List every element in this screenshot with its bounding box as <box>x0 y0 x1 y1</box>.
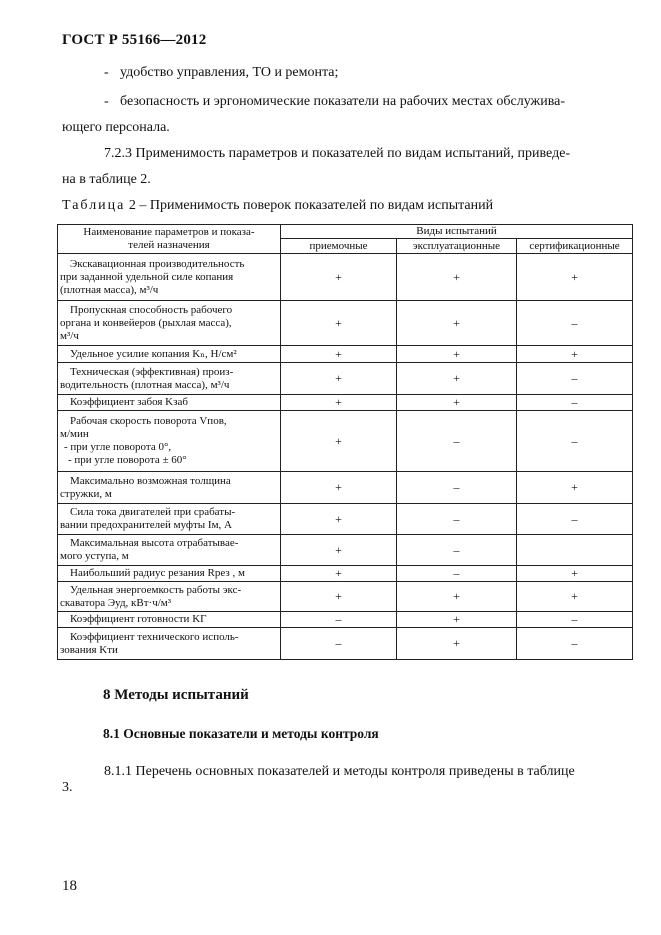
table-row <box>58 612 633 628</box>
table-row <box>58 411 633 472</box>
test-types-header: Виды испытаний <box>281 225 633 239</box>
mark-acceptance: + <box>281 363 397 395</box>
bullet-item-1 <box>104 64 338 82</box>
param-name: Коэффициент технического исполь- зования Kти <box>58 628 281 660</box>
mark-operational: + <box>397 254 517 301</box>
section-8-heading: 8 Методы испытаний <box>103 687 249 703</box>
table-row <box>58 472 633 504</box>
mark-certification: – <box>517 612 633 628</box>
mark-certification: + <box>517 582 633 612</box>
mark-acceptance: + <box>281 582 397 612</box>
bullet-dash: - <box>104 94 109 109</box>
table-caption-text: 2 – Применимость поверок показателей по видам испытаний <box>128 198 494 213</box>
page-number: 18 <box>62 878 77 894</box>
param-name: Максимальная высота отрабатывае- мого уступа, м <box>58 535 281 566</box>
mark-acceptance: + <box>281 301 397 346</box>
param-name: Удельная энергоемкость работы экс- скаватора Эуд, кВт·ч/м³ <box>58 582 281 612</box>
mark-operational: + <box>397 363 517 395</box>
mark-certification: + <box>517 566 633 582</box>
mark-operational: – <box>397 472 517 504</box>
mark-acceptance: + <box>281 254 397 301</box>
table-row <box>58 535 633 566</box>
bullet-text: удобство управления, ТО и ремонта; <box>120 65 339 80</box>
mark-certification: – <box>517 628 633 660</box>
col-header-acceptance: приемочные <box>281 239 397 254</box>
paragraph-line: на в таблице 2. <box>62 172 151 187</box>
param-name-header: Наименование параметров и показа- телей назначения <box>58 225 281 254</box>
paragraph-line: 3. <box>62 780 73 795</box>
table-row <box>58 504 633 535</box>
param-name: Коэффициент забоя Kзаб <box>58 395 281 411</box>
table-row <box>58 301 633 346</box>
param-name: Максимально возможная толщина стружки, м <box>58 472 281 504</box>
col-header-certification: сертификационные <box>517 239 633 254</box>
param-name: Техническая (эффективная) произ- водительность (плотная масса), м³/ч <box>58 363 281 395</box>
table-row <box>58 346 633 363</box>
mark-operational: + <box>397 612 517 628</box>
param-name: Наибольший радиус резания Rрез , м <box>58 566 281 582</box>
mark-certification <box>517 535 633 566</box>
param-name: Экскавационная производительность при заданной удельной силе копания (плотная масса), м³/ч <box>58 254 281 301</box>
mark-certification: – <box>517 301 633 346</box>
mark-operational: – <box>397 566 517 582</box>
mark-operational: – <box>397 411 517 472</box>
paragraph-line: 8.1.1 Перечень основных показателей и методы контроля приведены в таблице <box>104 764 575 779</box>
mark-certification: – <box>517 411 633 472</box>
table-row <box>58 582 633 612</box>
col-header-operational: эксплуатационные <box>397 239 517 254</box>
standard-header: ГОСТ Р 55166—2012 <box>62 32 207 48</box>
table-row <box>58 628 633 660</box>
table-caption-label: Таблица <box>62 198 126 213</box>
mark-operational: + <box>397 582 517 612</box>
mark-acceptance: + <box>281 395 397 411</box>
mark-certification: + <box>517 346 633 363</box>
mark-operational: – <box>397 535 517 566</box>
table-row <box>58 254 633 301</box>
mark-certification: – <box>517 504 633 535</box>
paragraph-line: 7.2.3 Применимость параметров и показателей по видам испытаний, приведе- <box>104 146 571 161</box>
mark-certification: – <box>517 363 633 395</box>
mark-operational: – <box>397 504 517 535</box>
mark-acceptance: + <box>281 411 397 472</box>
mark-operational: + <box>397 395 517 411</box>
table-row <box>58 566 633 582</box>
mark-operational: + <box>397 301 517 346</box>
table-row <box>58 395 633 411</box>
bullet-dash: - <box>104 65 109 80</box>
mark-acceptance: – <box>281 628 397 660</box>
mark-operational: + <box>397 628 517 660</box>
mark-acceptance: + <box>281 346 397 363</box>
param-name: Сила тока двигателей при срабаты- вании предохранителей муфты Iм, А <box>58 504 281 535</box>
mark-certification: – <box>517 395 633 411</box>
param-name: Коэффициент готовности KГ <box>58 612 281 628</box>
table-caption <box>62 198 493 214</box>
mark-acceptance: – <box>281 612 397 628</box>
section-8-1-heading: 8.1 Основные показатели и методы контроля <box>103 726 379 741</box>
param-name: Удельное усилие копания Kₙ, Н/см² <box>58 346 281 363</box>
param-name: Рабочая скорость поворота Vпов, м/мин - при угле поворота 0°, - при угле поворота ± 60° <box>58 411 281 472</box>
mark-acceptance: + <box>281 504 397 535</box>
bullet-item-2 <box>104 93 565 111</box>
table-row <box>58 363 633 395</box>
mark-acceptance: + <box>281 535 397 566</box>
table-header-row <box>58 225 633 239</box>
param-name: Пропускная способность рабочего органа и конвейеров (рыхлая масса), м³/ч <box>58 301 281 346</box>
test-applicability-table <box>57 224 633 660</box>
bullet-continuation: ющего персонала. <box>62 120 170 135</box>
bullet-text: безопасность и эргономические показатели на рабочих местах обслужива- <box>120 94 565 109</box>
mark-acceptance: + <box>281 472 397 504</box>
mark-certification: + <box>517 472 633 504</box>
mark-certification: + <box>517 254 633 301</box>
mark-acceptance: + <box>281 566 397 582</box>
mark-operational: + <box>397 346 517 363</box>
